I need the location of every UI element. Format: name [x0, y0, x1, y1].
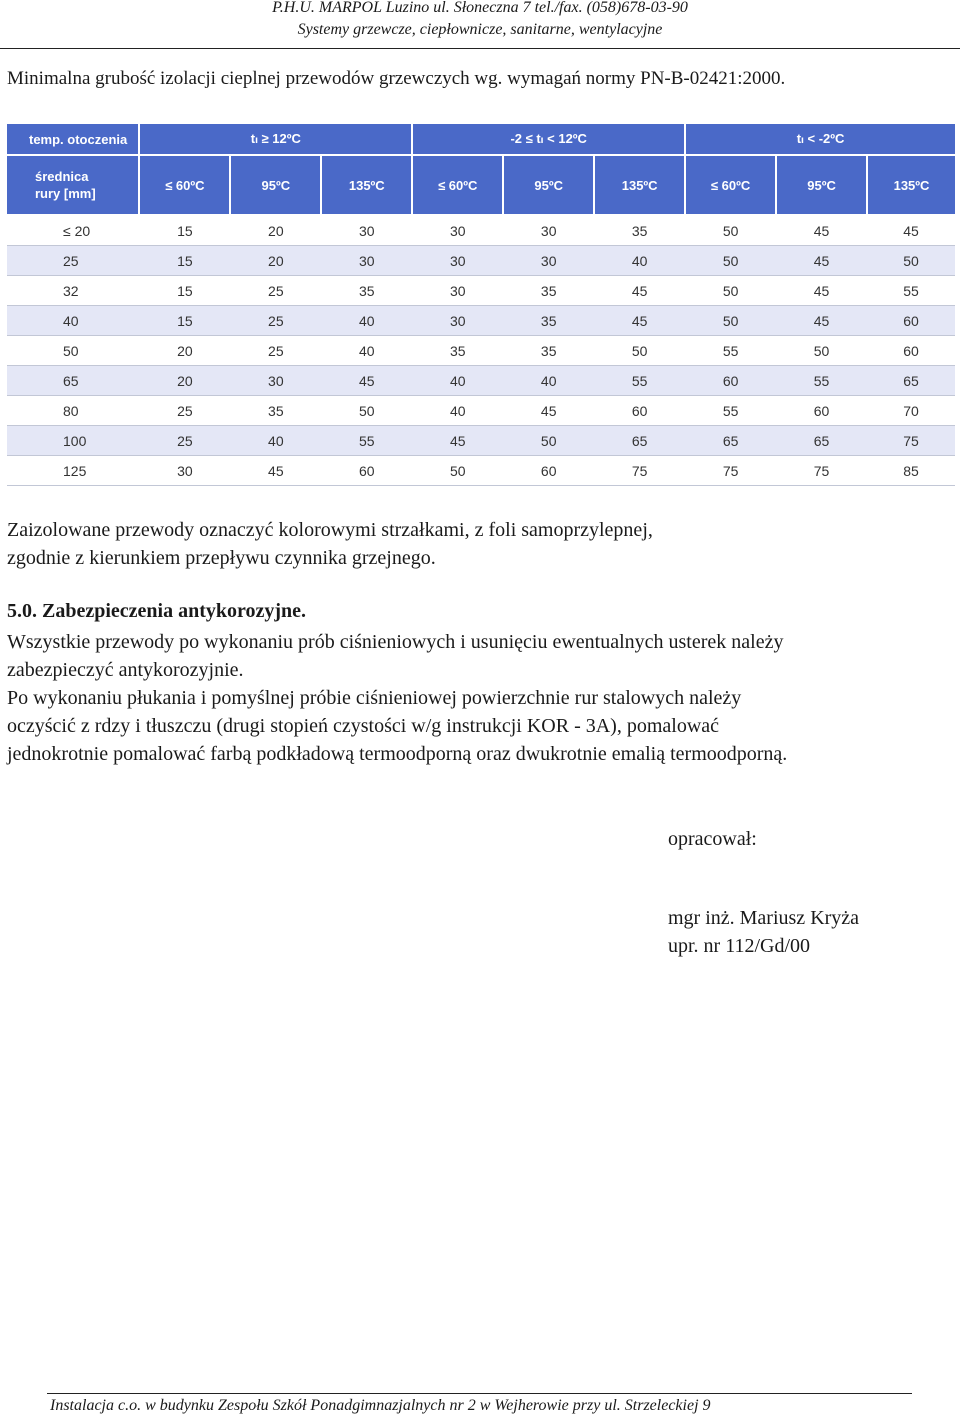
insulation-thickness-cell: 20 [139, 336, 230, 366]
insulation-thickness-cell: 35 [503, 276, 594, 306]
insulation-thickness-cell: 50 [685, 306, 776, 336]
insulation-thickness-cell: 55 [867, 276, 955, 306]
insulation-thickness-cell: 40 [321, 336, 412, 366]
insulation-thickness-cell: 65 [594, 426, 685, 456]
temp-header: ≤ 60ºC [412, 155, 503, 215]
insulation-thickness-cell: 50 [685, 246, 776, 276]
insulation-thickness-cell: 35 [594, 215, 685, 246]
table-row [7, 366, 955, 396]
insulation-thickness-cell: 30 [412, 246, 503, 276]
insulation-thickness-cell: 45 [412, 426, 503, 456]
temp-header: 135ºC [594, 155, 685, 215]
table-row [7, 306, 955, 336]
signature-license: upr. nr 112/Gd/00 [668, 935, 811, 957]
insulation-thickness-cell: 40 [230, 426, 321, 456]
insulation-thickness-cell: 45 [776, 276, 867, 306]
pipe-diameter-cell: 50 [7, 336, 139, 366]
insulation-thickness-cell: 30 [412, 215, 503, 246]
table-row [7, 396, 955, 426]
table-row [7, 336, 955, 366]
group-header: tₗ < -2ºC [685, 124, 955, 155]
paragraph-line: zabezpieczyć antykorozyjnie. [7, 659, 244, 681]
insulation-thickness-cell: 65 [685, 426, 776, 456]
row-header-label [7, 155, 139, 215]
table-row [7, 215, 955, 246]
section-title: 5.0. Zabezpieczenia antykorozyjne. [7, 600, 307, 622]
insulation-thickness-cell: 50 [594, 336, 685, 366]
insulation-thickness-cell: 50 [867, 246, 955, 276]
insulation-thickness-cell: 25 [139, 426, 230, 456]
signature-block [668, 904, 859, 960]
footer-divider [47, 1393, 912, 1394]
insulation-thickness-cell: 50 [685, 215, 776, 246]
insulation-thickness-cell: 45 [230, 456, 321, 486]
insulation-thickness-cell: 20 [139, 366, 230, 396]
table-row [7, 246, 955, 276]
insulation-thickness-cell: 45 [321, 366, 412, 396]
group-header: tₗ ≥ 12ºC [139, 124, 412, 155]
insulation-thickness-table [7, 124, 955, 486]
insulation-thickness-cell: 50 [776, 336, 867, 366]
pipe-diameter-cell: 65 [7, 366, 139, 396]
insulation-thickness-cell: 40 [321, 306, 412, 336]
insulation-thickness-cell: 35 [503, 306, 594, 336]
insulation-thickness-cell: 60 [776, 396, 867, 426]
insulation-thickness-cell: 25 [230, 276, 321, 306]
insulation-thickness-cell: 50 [412, 456, 503, 486]
insulation-thickness-cell: 55 [594, 366, 685, 396]
temp-header: 95ºC [230, 155, 321, 215]
insulation-thickness-cell: 40 [412, 396, 503, 426]
paragraph-line: oczyścić z rdzy i tłuszczu (drugi stopień czystości w/g instrukcji KOR - 3A), pomalować [7, 715, 720, 737]
insulation-thickness-cell: 30 [412, 306, 503, 336]
insulation-thickness-cell: 20 [230, 215, 321, 246]
insulation-thickness-cell: 30 [503, 215, 594, 246]
paragraph-line: zgodnie z kierunkiem przepływu czynnika grzejnego. [7, 547, 436, 569]
insulation-thickness-cell: 55 [776, 366, 867, 396]
insulation-thickness-cell: 15 [139, 306, 230, 336]
paragraph-line: Zaizolowane przewody oznaczyć kolorowymi strzałkami, z foli samoprzylepnej, [7, 519, 653, 541]
insulation-thickness-cell: 40 [594, 246, 685, 276]
row-header-line: rury [mm] [35, 186, 96, 201]
insulation-thickness-cell: 35 [230, 396, 321, 426]
header-services-line: Systemy grzewcze, ciepłownicze, sanitarne, wentylacyjne [297, 21, 663, 38]
temp-header: 95ºC [776, 155, 867, 215]
insulation-thickness-cell: 15 [139, 246, 230, 276]
pipe-diameter-cell: 125 [7, 456, 139, 486]
insulation-thickness-cell: 60 [321, 456, 412, 486]
insulation-thickness-cell: 45 [776, 246, 867, 276]
insulation-thickness-cell: 30 [321, 215, 412, 246]
temp-header: 135ºC [867, 155, 955, 215]
insulation-thickness-cell: 55 [685, 336, 776, 366]
header-divider [0, 48, 960, 49]
insulation-thickness-cell: 50 [321, 396, 412, 426]
insulation-thickness-cell: 15 [139, 215, 230, 246]
pipe-diameter-cell: 32 [7, 276, 139, 306]
page-footer: Instalacja c.o. w budynku Zespołu Szkół Ponadgimnazjalnych nr 2 w Wejherowie przy ul. Strzeleckiej 9 [50, 1397, 711, 1414]
insulation-thickness-cell: 45 [594, 306, 685, 336]
insulation-thickness-cell: 65 [776, 426, 867, 456]
insulation-thickness-cell: 75 [867, 426, 955, 456]
header-company-line: P.H.U. MARPOL Luzino ul. Słoneczna 7 tel./fax. (058)678-03-90 [272, 0, 688, 16]
table-row [7, 276, 955, 306]
paragraph-line: jednokrotnie pomalować farbą podkładową termoodporną oraz dwukrotnie emalią termoodporną. [7, 743, 788, 765]
temp-header: 95ºC [503, 155, 594, 215]
insulation-thickness-cell: 75 [776, 456, 867, 486]
insulation-thickness-cell: 45 [776, 215, 867, 246]
insulation-thickness-cell: 50 [503, 426, 594, 456]
insulation-thickness-cell: 30 [139, 456, 230, 486]
signature-name: mgr inż. Mariusz Kryża [668, 907, 860, 929]
insulation-thickness-cell: 60 [867, 336, 955, 366]
group-header: -2 ≤ tₗ < 12ºC [412, 124, 685, 155]
insulation-thickness-cell: 45 [776, 306, 867, 336]
insulation-thickness-cell: 60 [503, 456, 594, 486]
insulation-thickness-cell: 45 [503, 396, 594, 426]
insulation-thickness-cell: 85 [867, 456, 955, 486]
table-row [7, 426, 955, 456]
paragraph-line: Wszystkie przewody po wykonaniu prób ciśnieniowych i usunięciu ewentualnych usterek należy [7, 631, 784, 653]
signature-label: opracował: [668, 828, 757, 850]
insulation-thickness-cell: 65 [867, 366, 955, 396]
painting-paragraph [7, 684, 787, 768]
marking-paragraph [7, 516, 653, 572]
row-header-line: średnica [35, 169, 89, 184]
insulation-thickness-cell: 30 [321, 246, 412, 276]
pipe-diameter-cell: 40 [7, 306, 139, 336]
insulation-thickness-cell: 25 [230, 336, 321, 366]
table-corner-label: temp. otoczenia [7, 124, 139, 155]
pipe-diameter-cell: 100 [7, 426, 139, 456]
table-row [7, 456, 955, 486]
insulation-thickness-cell: 70 [867, 396, 955, 426]
insulation-thickness-cell: 60 [867, 306, 955, 336]
table-body [7, 215, 955, 486]
insulation-thickness-cell: 40 [503, 366, 594, 396]
insulation-thickness-cell: 75 [594, 456, 685, 486]
temp-header: ≤ 60ºC [139, 155, 230, 215]
insulation-thickness-cell: 35 [321, 276, 412, 306]
insulation-thickness-cell: 55 [321, 426, 412, 456]
table-intro-text: Minimalna grubość izolacji cieplnej przewodów grzewczych wg. wymagań normy PN-B-02421:2000. [7, 68, 786, 89]
insulation-thickness-cell: 15 [139, 276, 230, 306]
temp-header: 135ºC [321, 155, 412, 215]
pipe-diameter-cell: ≤ 20 [7, 215, 139, 246]
insulation-thickness-cell: 30 [412, 276, 503, 306]
insulation-thickness-cell: 25 [230, 306, 321, 336]
insulation-thickness-cell: 20 [230, 246, 321, 276]
insulation-thickness-cell: 30 [230, 366, 321, 396]
pipe-diameter-cell: 80 [7, 396, 139, 426]
insulation-thickness-cell: 75 [685, 456, 776, 486]
insulation-thickness-cell: 35 [412, 336, 503, 366]
insulation-thickness-cell: 45 [594, 276, 685, 306]
paragraph-line: Po wykonaniu płukania i pomyślnej próbie ciśnieniowej powierzchnie rur stalowych należy [7, 687, 742, 709]
insulation-thickness-cell: 60 [594, 396, 685, 426]
insulation-thickness-cell: 45 [867, 215, 955, 246]
temp-header: ≤ 60ºC [685, 155, 776, 215]
insulation-thickness-cell: 50 [685, 276, 776, 306]
insulation-thickness-cell: 40 [412, 366, 503, 396]
insulation-thickness-cell: 60 [685, 366, 776, 396]
insulation-thickness-cell: 35 [503, 336, 594, 366]
insulation-thickness-cell: 25 [139, 396, 230, 426]
corrosion-paragraph [7, 628, 783, 684]
insulation-thickness-cell: 30 [503, 246, 594, 276]
insulation-thickness-cell: 55 [685, 396, 776, 426]
pipe-diameter-cell: 25 [7, 246, 139, 276]
